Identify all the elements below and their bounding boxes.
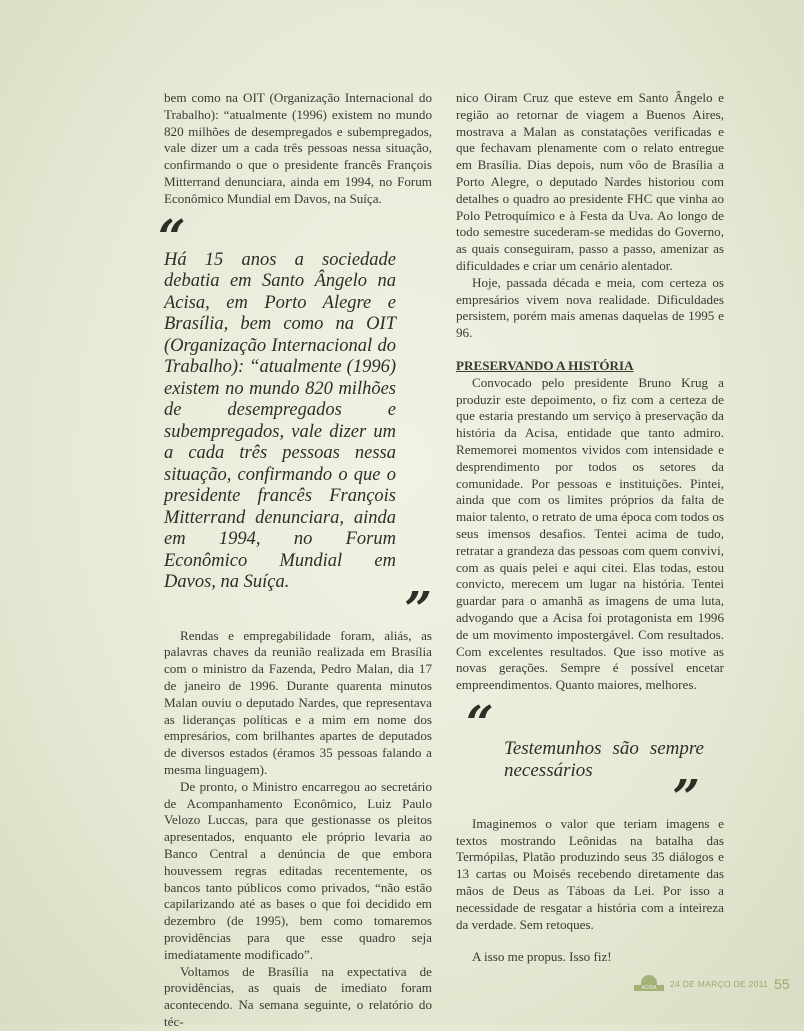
close-quote-mark: ” xyxy=(404,581,432,638)
body-paragraph: Imaginemos o valor que teriam imagens e textos mostrando Leônidas na batalha das Termópilas, Platão produzindo seus 35 diálogos e 13 cartas ou Moisés recebendo diretamente das mãos de Deus as Táboas da Lei. Por isso a necessidade de resgatar a história com a inteireza da verdade. Sem retoques. xyxy=(456,815,724,932)
body-paragraph: bem como na OIT (Organização Internacional do Trabalho): “atualmente (1996) existem no mundo 820 milhões de desempregados e subempregados, vale dizer um a cada três pessoas nessa situação, confirmando o que o presidente francês François Mitterrand denunciara, ainda em 1994, no Forum Econômico Mundial em Davos, na Suíça. xyxy=(164,90,432,206)
pull-quote-block xyxy=(456,695,724,826)
pull-quote-block xyxy=(158,209,432,638)
close-quote-mark: ” xyxy=(672,769,700,826)
section-heading: PRESERVANDO A HISTÓRIA xyxy=(456,357,634,373)
pull-quote-text: Há 15 anos a sociedade debatia em Santo Ângelo na Acisa, em Porto Alegre e Brasília, bem como na OIT (Organização Internacional do Trabalho): “atualmente (1996) existem no mundo 820 milhões de desempregados e subempregados, vale dizer um a cada três pessoas nessa situação, confirmando o que o presidente francês François Mitterrand denunciara, ainda em 1994, no Forum Econômico Mundial em Davos, na Suíça. xyxy=(164,249,396,593)
closing-line: A isso me propus. Isso fiz! xyxy=(472,949,612,965)
left-column xyxy=(158,90,432,1031)
pull-quote-text: Testemunhos são sempre necessários xyxy=(504,737,704,781)
page-number: 55 xyxy=(774,976,790,992)
body-paragraph: Voltamos de Brasília na expectativa de providências, as quais de imediato foram acontecendo. Na semana seguinte, o relatório do téc- xyxy=(164,963,432,1029)
body-paragraph: nico Oiram Cruz que esteve em Santo Ângelo e região ao retornar de viagem a Buenos Aires, mostrava a Malan as constatações verificadas e que fechavam plenamente com o relato entregue em Brasília. Dias depois, num vôo de Brasília a Porto Alegre, o deputado Nardes historiou com detalhes o quadro ao presidente FHC que vinha ao Polo Petroquímico e à Festa da Uva. Ao longo de todo semestre sucederam-se medidas do Governo, as quais conseguiram, passo a passo, amenizar as dificuldades e criar um cenário alentador. xyxy=(456,90,724,273)
open-quote-mark: “ xyxy=(158,209,186,266)
body-paragraph: Convocado pelo presidente Bruno Krug a produzir este depoimento, o fiz com a certeza de que estaria prestando um serviço à preservação da história da Acisa, entidade que tanto admiro. Rememorei momentos vividos com intensidade e desprendimento por todos os setores da comunidade. Por pessoas e instituições. Pintei, ainda que com os limites próprios da falta de maior talento, o retrato de uma época com todos os seus imensos desafios. Tentei acima de tudo, retratar a grandeza das pessoas com quem convivi, com as quais pelei e aqui citei. Elas todas, estou convicto, merecem um lugar na história. Tentei guardar para o amanhã as imagens de uma luta, advogando que a Acisa foi protagonista em 1996 de um movimento impostergável. Com resultados. Com excelentes resultados. Que isso motive as novas gerações. Sempre é possível encetar empreendimentos. Quanto maiores, melhores. xyxy=(456,374,724,693)
right-column xyxy=(456,90,724,966)
body-paragraph: De pronto, o Ministro encarregou ao secretário de Acompanhamento Econômico, Luiz Paulo Velozo Luccas, para que gestionasse os pleitos apresentados, enquanto ele próprio levaria ao Banco Central a denúncia de que embora houvessem regras editadas recentemente, os bancos tanto públicos como privados, “não estão capilarizando até as bases o que foi decidido em dezembro (de 1995), bem como tomaremos providências para que esse quadro seja imediatamente modificado”. xyxy=(164,778,432,962)
issue-date: 24 DE MARÇO DE 2011 xyxy=(670,979,769,989)
open-quote-mark: “ xyxy=(466,695,494,752)
page-footer xyxy=(634,974,790,994)
body-paragraph: Rendas e empregabilidade foram, aliás, as palavras chaves da reunião realizada em Brasília com o ministro da Fazenda, Pedro Malan, dia 17 de janeiro de 1996. Durante quarenta minutos Malan ouviu o deputado Nardes, que representava as lideranças políticas e a mim em nome dos empresários, com brilhantes apartes de deputados de diversos estados (éramos 35 pessoas falando a mesma linguagem). xyxy=(164,627,432,777)
acisa-logo-icon: ACISA xyxy=(634,975,664,993)
body-paragraph: Hoje, passada década e meia, com certeza os empresários vivem nova realidade. Dificuldades persistem, porém mais amenas daquelas de 1995 e 96. xyxy=(456,274,724,341)
